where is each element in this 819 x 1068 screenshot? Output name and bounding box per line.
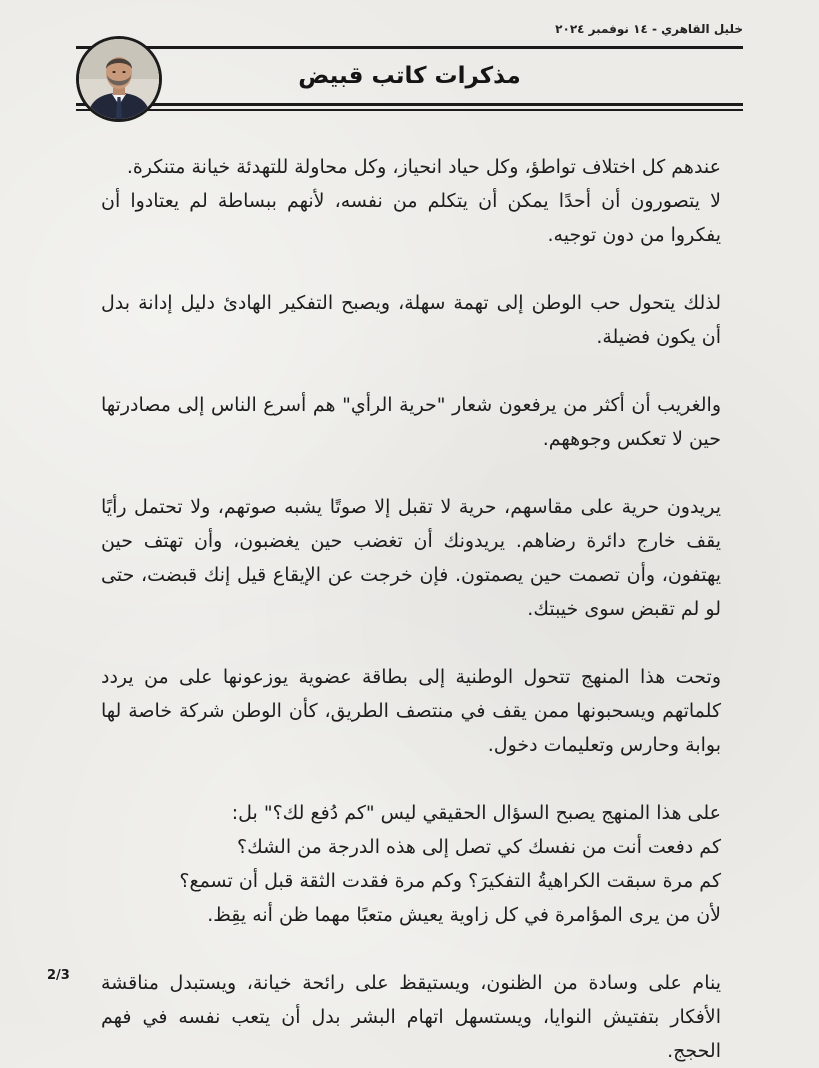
paragraph-line: يريدون حرية على مقاسهم، حرية لا تقبل إلا صوتًا يشبه صوتهم، ولا تحتمل رأيًا يقف خارج دائرة رضاهم. يريدونك أن تغضب حين يغضبون، وأن تهتف حين يهتفون، وأن تصمت حين يصمتون. فإن خرجت عن الإيقاع قيل إنك قبضت، حتى لو لم تقبض سوى خيبتك. [101, 496, 721, 620]
page-title: مذكرات كاتب قبيض [298, 63, 521, 89]
paragraph-line: لذلك يتحول حب الوطن إلى تهمة سهلة، ويصبح التفكير الهادئ دليل إدانة بدل أن يكون فضيلة. [101, 292, 721, 348]
header-bottom-rule [76, 103, 743, 106]
paragraph-line: لأن من يرى المؤامرة في كل زاوية يعيش متعبًا مهما ظن أنه يقِظ. [207, 904, 721, 926]
paragraph-line: وتحت هذا المنهج تتحول الوطنية إلى بطاقة عضوية يوزعونها على من يردد كلماتهم ويسحبونها ممن يقف في منتصف الطريق، كأن الوطن شركة خاصة لها بوابة وحارس وتعليمات دخول. [101, 666, 721, 756]
paragraph-line: ينام على وسادة من الظنون، ويستيقظ على رائحة خيانة، ويستبدل مناقشة الأفكار بتفتيش النوايا، ويستسهل اتهام البشر بدل أن يتعب نفسه في فهم الحجج. [101, 972, 721, 1062]
paragraph-line: عندهم كل اختلاف تواطؤ، وكل حياد انحياز، وكل محاولة للتهدئة خيانة متنكرة. [126, 156, 721, 178]
paragraph-6 [101, 796, 721, 932]
header-bottom-rule-thin [76, 109, 743, 111]
paragraph-line: والغريب أن أكثر من يرفعون شعار "حرية الرأي" هم أسرع الناس إلى مصادرتها حين لا تعكس وجوههم. [101, 394, 721, 450]
byline: خليل القاهري - ١٤ نوفمبر ٢٠٢٤ [555, 22, 743, 36]
article-body [101, 150, 721, 1068]
paragraph-line: كم مرة سبقت الكراهيةُ التفكيرَ؟ وكم مرة فقدت الثقة قبل أن تسمع؟ [179, 870, 721, 892]
paragraph-1 [101, 150, 721, 252]
author-portrait-icon [79, 39, 159, 119]
author-avatar [76, 36, 162, 122]
paragraph-5 [101, 660, 721, 762]
header-band [76, 49, 743, 103]
paragraph-line: لا يتصورون أن أحدًا يمكن أن يتكلم من نفسه، لأنهم ببساطة لم يعتادوا أن يفكروا من دون توجيه. [101, 190, 721, 246]
paragraph-4 [101, 490, 721, 626]
paragraph-line: على هذا المنهج يصبح السؤال الحقيقي ليس "كم دُفع لك؟" بل: [231, 802, 721, 824]
paragraph-line: كم دفعت أنت من نفسك كي تصل إلى هذه الدرجة من الشك؟ [236, 836, 721, 858]
paragraph-3 [101, 388, 721, 456]
paragraph-7 [101, 966, 721, 1068]
paragraph-2 [101, 286, 721, 354]
page-number: 2/3 [47, 968, 70, 983]
